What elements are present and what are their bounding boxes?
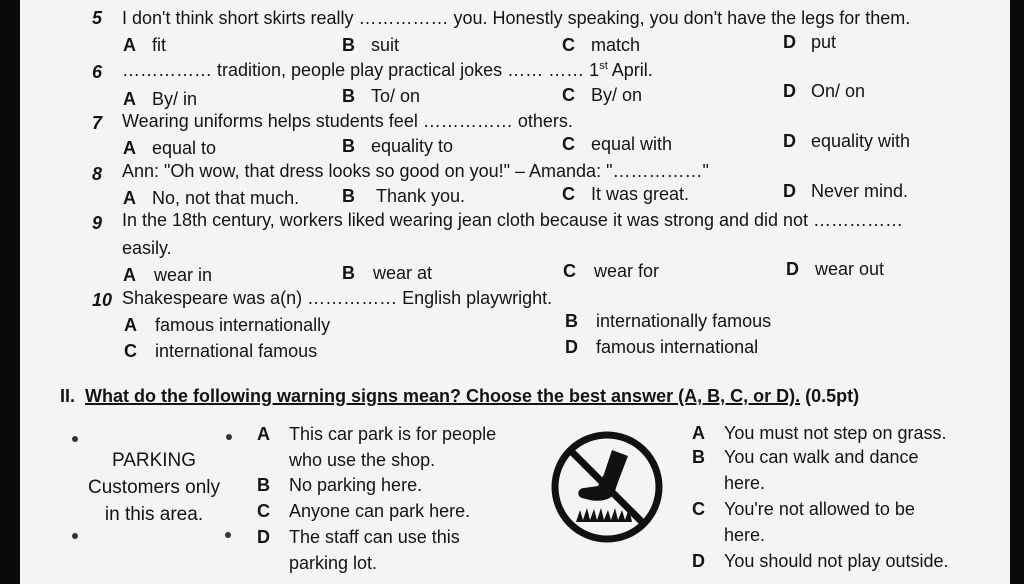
q5-option-b-letter: B — [342, 35, 355, 55]
q6-option-b[interactable]: To/ on — [371, 86, 421, 106]
q5-option-b[interactable]: suit — [371, 35, 400, 55]
q6-option-c-letter: C — [562, 85, 575, 105]
parking-sign-line-3: in this area. — [104, 504, 204, 525]
q9-option-c[interactable]: wear for — [594, 261, 660, 281]
bullet-dot — [72, 533, 78, 539]
parking-sign-line-1: PARKING — [111, 450, 197, 471]
q5-option-a[interactable]: fit — [152, 35, 167, 55]
q8-option-a-letter: A — [123, 188, 136, 208]
question-9-text: In the 18th century, workers liked wearing jean cloth because it was strong and did not …………… — [122, 210, 904, 230]
sign2-option-a-letter: A — [692, 423, 705, 443]
q6-option-a[interactable]: By/ in — [152, 89, 198, 109]
q9-option-a[interactable]: wear in — [154, 265, 213, 285]
question-5-text: I don't think short skirts really …………… you. Honestly speaking, you don't have the legs for them. — [122, 8, 911, 28]
q8-option-a[interactable]: No, not that much. — [152, 188, 300, 208]
q8-option-c[interactable]: It was great. — [591, 184, 690, 204]
question-9-text-continued: easily. — [122, 238, 172, 258]
question-5-number: 5 — [92, 8, 103, 28]
section-2-points: (0.5pt) — [805, 386, 860, 406]
q7-option-d-letter: D — [783, 131, 796, 151]
q8-option-d-letter: D — [783, 181, 796, 201]
question-6-superscript: st — [599, 60, 608, 72]
question-10-number: 10 — [92, 290, 113, 310]
sign2-option-c[interactable]: You're not allowed to be — [724, 499, 915, 519]
q5-option-c-letter: C — [562, 35, 575, 55]
question-6-text — [122, 59, 653, 81]
q7-option-b[interactable]: equality to — [371, 136, 454, 156]
sign2-option-a[interactable]: You must not step on grass. — [724, 423, 947, 443]
q5-option-d[interactable]: put — [811, 32, 837, 52]
sign1-option-a-letter: A — [257, 424, 270, 444]
sign1-option-c[interactable]: Anyone can park here. — [289, 501, 471, 521]
q6-option-c[interactable]: By/ on — [591, 85, 643, 105]
question-9-number: 9 — [92, 213, 103, 233]
q9-option-a-letter: A — [123, 265, 136, 285]
q7-option-c[interactable]: equal with — [591, 134, 673, 154]
q5-option-d-letter: D — [783, 32, 796, 52]
q6-option-d[interactable]: On/ on — [811, 81, 866, 101]
sign1-option-d-continued[interactable]: parking lot. — [289, 553, 378, 573]
sign1-option-a-continued[interactable]: who use the shop. — [289, 450, 436, 470]
sign1-option-d-letter: D — [257, 527, 270, 547]
q8-option-b-letter: B — [342, 186, 355, 206]
q10-option-c[interactable]: international famous — [155, 341, 318, 361]
sign1-option-b[interactable]: No parking here. — [289, 475, 423, 495]
section-2-title: What do the following warning signs mean? Choose the best answer (A, B, C, or D). — [85, 386, 801, 406]
section-2-heading — [60, 385, 859, 407]
q6-option-d-letter: D — [783, 81, 796, 101]
right-dark-border — [1010, 0, 1024, 584]
sign2-option-d-letter: D — [692, 551, 705, 571]
q10-option-b[interactable]: internationally famous — [596, 311, 772, 331]
sign2-option-b[interactable]: You can walk and dance — [724, 447, 919, 467]
q10-option-a[interactable]: famous internationally — [155, 315, 331, 335]
q6-option-a-letter: A — [123, 89, 136, 109]
sign2-option-c-letter: C — [692, 499, 705, 519]
sign2-option-b-letter: B — [692, 447, 705, 467]
q9-option-d-letter: D — [786, 259, 799, 279]
q7-option-d[interactable]: equality with — [811, 131, 911, 151]
question-10-text: Shakespeare was a(n) …………… English playwright. — [122, 288, 553, 308]
sign2-option-b-continued[interactable]: here. — [724, 473, 766, 493]
sign2-option-d[interactable]: You should not play outside. — [724, 551, 949, 571]
no-stepping-on-grass-icon — [548, 428, 666, 546]
q7-option-c-letter: C — [562, 134, 575, 154]
parking-sign-line-2: Customers only — [88, 477, 220, 498]
q10-option-d-letter: D — [565, 337, 578, 357]
q5-option-a-letter: A — [123, 35, 136, 55]
q7-option-a-letter: A — [123, 138, 136, 158]
bullet-dot — [226, 434, 232, 440]
sign1-option-d[interactable]: The staff can use this — [289, 527, 460, 547]
section-2-number: II. — [60, 386, 76, 406]
bullet-dot — [72, 436, 78, 442]
question-8-number: 8 — [92, 164, 103, 184]
question-6-number: 6 — [92, 62, 103, 82]
question-7-number: 7 — [92, 113, 103, 133]
q8-option-c-letter: C — [562, 184, 575, 204]
bullet-dot — [225, 532, 231, 538]
q7-option-b-letter: B — [342, 136, 355, 156]
sign1-option-a[interactable]: This car park is for people — [289, 424, 497, 444]
q10-option-d[interactable]: famous international — [596, 337, 759, 357]
q10-option-a-letter: A — [124, 315, 137, 335]
q10-option-c-letter: C — [124, 341, 137, 361]
question-6-tail: April. — [611, 60, 653, 80]
q5-option-c[interactable]: match — [591, 35, 641, 55]
sign1-option-b-letter: B — [257, 475, 270, 495]
question-6-main: …………… tradition, people play practical jokes …… …… 1 — [122, 60, 600, 80]
q9-option-c-letter: C — [563, 261, 576, 281]
question-8-text: Ann: "Oh wow, that dress looks so good on you!" – Amanda: "……………" — [122, 161, 709, 181]
q9-option-d[interactable]: wear out — [815, 259, 885, 279]
q8-option-b[interactable]: Thank you. — [376, 186, 466, 206]
q8-option-d[interactable]: Never mind. — [811, 181, 909, 201]
left-dark-border — [0, 0, 20, 584]
question-7-text: Wearing uniforms helps students feel …………… others. — [122, 111, 573, 131]
sign2-option-c-continued[interactable]: here. — [724, 525, 766, 545]
sign1-option-c-letter: C — [257, 501, 270, 521]
q9-option-b-letter: B — [342, 263, 355, 283]
q6-option-b-letter: B — [342, 86, 355, 106]
q7-option-a[interactable]: equal to — [152, 138, 217, 158]
q10-option-b-letter: B — [565, 311, 578, 331]
q9-option-b[interactable]: wear at — [373, 263, 433, 283]
